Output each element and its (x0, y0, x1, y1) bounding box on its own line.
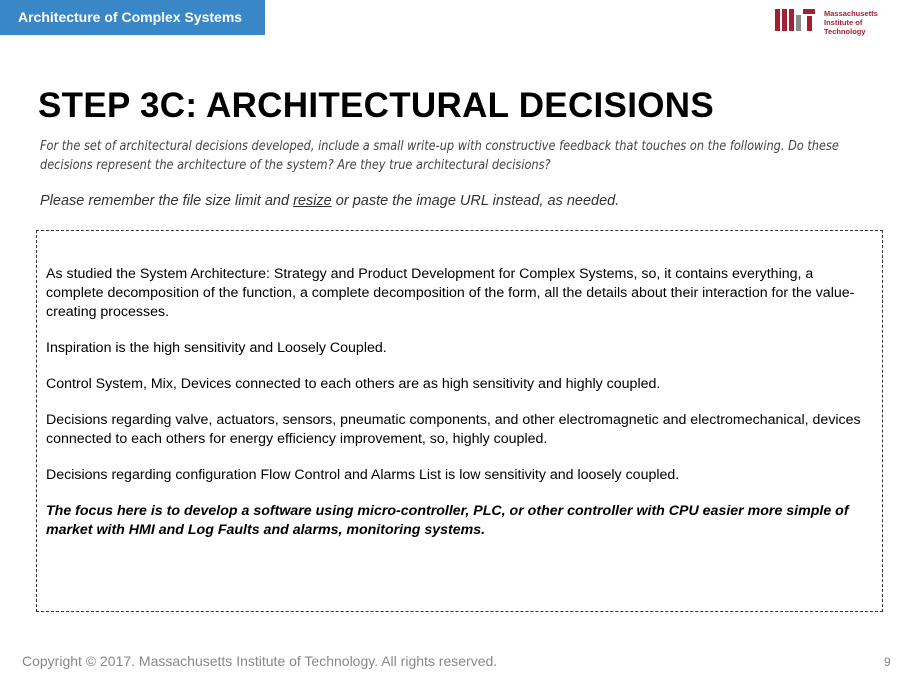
slide-title: STEP 3C: ARCHITECTURAL DECISIONS (38, 86, 714, 125)
instructions: For the set of architectural decisions developed, include a small write-up with constructive feedback that touches on the following. Do these decisions represent the architecture of the system? Are they true architectural decisions? (40, 139, 839, 173)
mit-logo (775, 9, 878, 36)
mit-logo-text (824, 9, 878, 36)
logo-line: Massachusetts (824, 9, 878, 18)
note-text: or paste the image URL instead, as needed. (331, 193, 620, 209)
answer-paragraph: Decisions regarding valve, actuators, sensors, pneumatic components, and other electromagnetic and electromechanical, devices connected to each others for energy efficiency improvement, so, highly coupled. (46, 412, 861, 447)
answer-paragraph: Control System, Mix, Devices connected to each others are as high sensitivity and highly coupled. (46, 376, 661, 392)
logo-line: Institute of (824, 18, 863, 27)
page-number: 9 (884, 655, 891, 669)
course-header: Architecture of Complex Systems (0, 0, 265, 35)
answer-paragraph: Inspiration is the high sensitivity and Loosely Coupled. (46, 340, 387, 356)
file-size-note (40, 193, 619, 209)
mit-logo-mark (775, 9, 815, 31)
answer-conclusion: The focus here is to develop a software using micro-controller, PLC, or other controller with CPU easier more simple of market with HMI and Log Faults and alarms, monitoring systems. (46, 503, 849, 538)
answer-paragraph: Decisions regarding configuration Flow Control and Alarms List is low sensitivity and loosely coupled. (46, 467, 680, 483)
answer-paragraph: As studied the System Architecture: Strategy and Product Development for Complex Systems, so, it contains everything, a complete decomposition of the function, a complete decomposition of the form, all the details about their interaction for the value-creating processes. (46, 266, 855, 320)
note-text: Please remember the file size limit and (40, 193, 294, 209)
logo-line: Technology (824, 27, 866, 36)
resize-link[interactable]: resize (293, 193, 332, 209)
answer-box[interactable] (36, 230, 883, 612)
copyright: Copyright © 2017. Massachusetts Institute of Technology. All rights reserved. (22, 653, 498, 669)
